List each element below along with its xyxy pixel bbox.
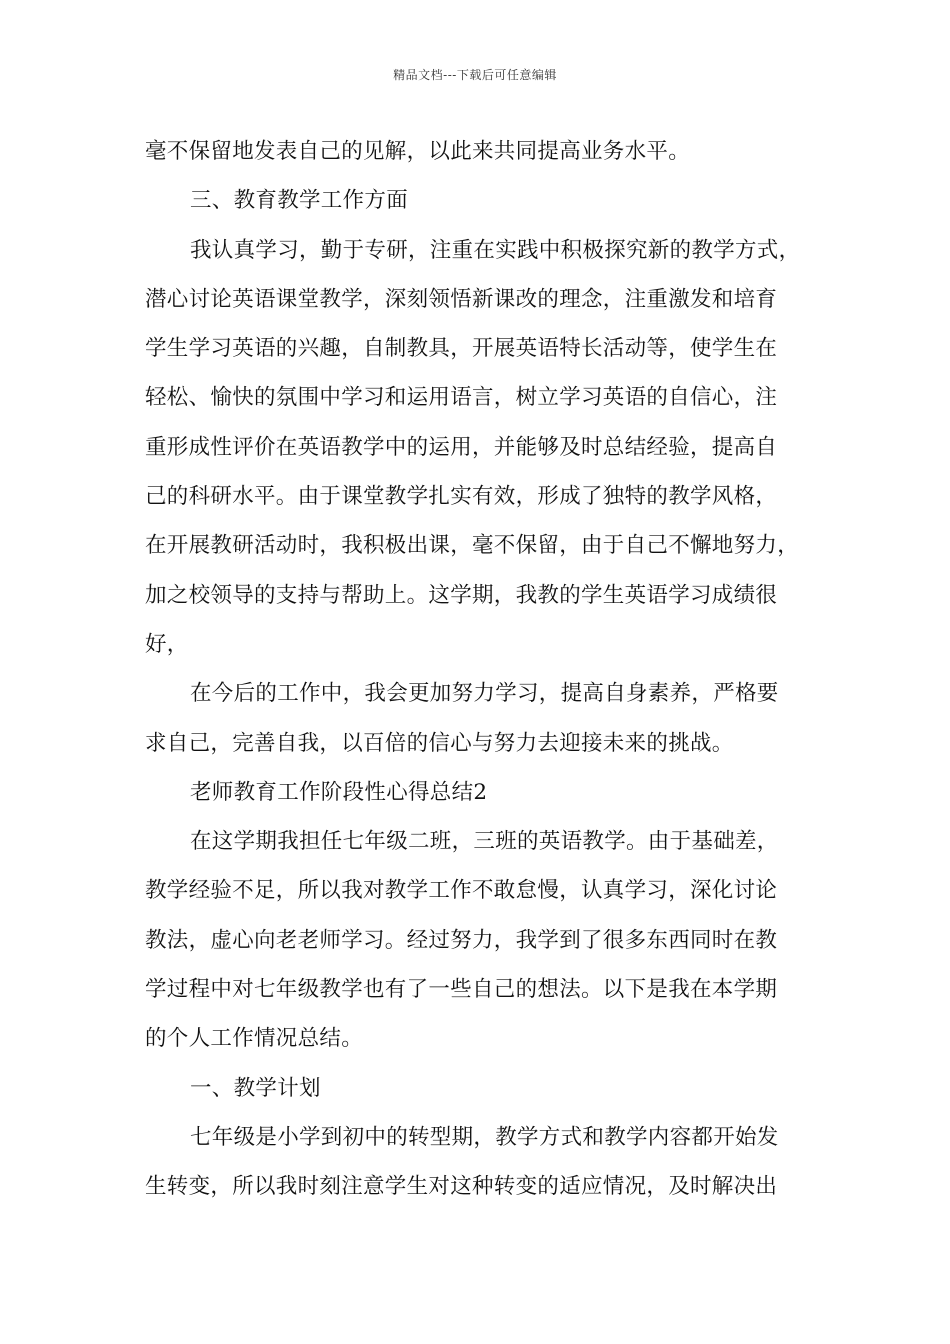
text-line: 己的科研水平。由于课堂教学扎实有效，形成了独特的教学风格， <box>145 484 778 510</box>
page-header: 精品文档---下载后可任意编辑 <box>393 68 557 82</box>
text-line: 重形成性评价在英语教学中的运用，并能够及时总结经验，提高自 <box>145 434 778 460</box>
text-line: 在今后的工作中，我会更加努力学习，提高自身素养，严格要 <box>190 681 779 707</box>
text-line: 加之校领导的支持与帮助上。这学期，我教的学生英语学习成绩很 <box>145 582 778 608</box>
text-line: 我认真学习，勤于专研，注重在实践中积极探究新的教学方式， <box>190 237 801 263</box>
text-line: 学过程中对七年级教学也有了一些自己的想法。以下是我在本学期 <box>145 977 778 1003</box>
text-line: 三、教育教学工作方面 <box>190 188 409 214</box>
document-body <box>145 127 815 1212</box>
text-line: 毫不保留地发表自己的见解，以此来共同提高业务水平。 <box>145 139 691 164</box>
text-line: 一、教学计划 <box>190 1075 321 1101</box>
text-line: 的个人工作情况总结。 <box>145 1026 364 1052</box>
text-line: 好， <box>145 631 189 657</box>
text-line: 老师教育工作阶段性心得总结2 <box>190 779 488 805</box>
text-line: 在这学期我担任七年级二班，三班的英语教学。由于基础差， <box>190 829 779 855</box>
text-line: 教学经验不足，所以我对教学工作不敢怠慢，认真学习，深化讨论 <box>145 878 778 904</box>
text-line: 生转变，所以我时刻注意学生对这种转变的适应情况，及时解决出 <box>145 1174 778 1200</box>
text-line: 潜心讨论英语课堂教学，深刻领悟新课改的理念，注重激发和培育 <box>145 286 778 312</box>
text-line: 求自己，完善自我，以百倍的信心与努力去迎接未来的挑战。 <box>145 730 734 756</box>
text-line: 学生学习英语的兴趣，自制教具，开展英语特长活动等，使学生在 <box>145 336 778 362</box>
text-line: 七年级是小学到初中的转型期，教学方式和教学内容都开始发 <box>190 1124 779 1150</box>
text-line: 教法，虚心向老老师学习。经过努力，我学到了很多东西同时在教 <box>145 927 778 953</box>
text-line: 在开展教研活动时，我积极出课，毫不保留，由于自己不懈地努力， <box>145 533 800 559</box>
text-line: 轻松、愉快的氛围中学习和运用语言，树立学习英语的自信心，注 <box>145 385 778 411</box>
